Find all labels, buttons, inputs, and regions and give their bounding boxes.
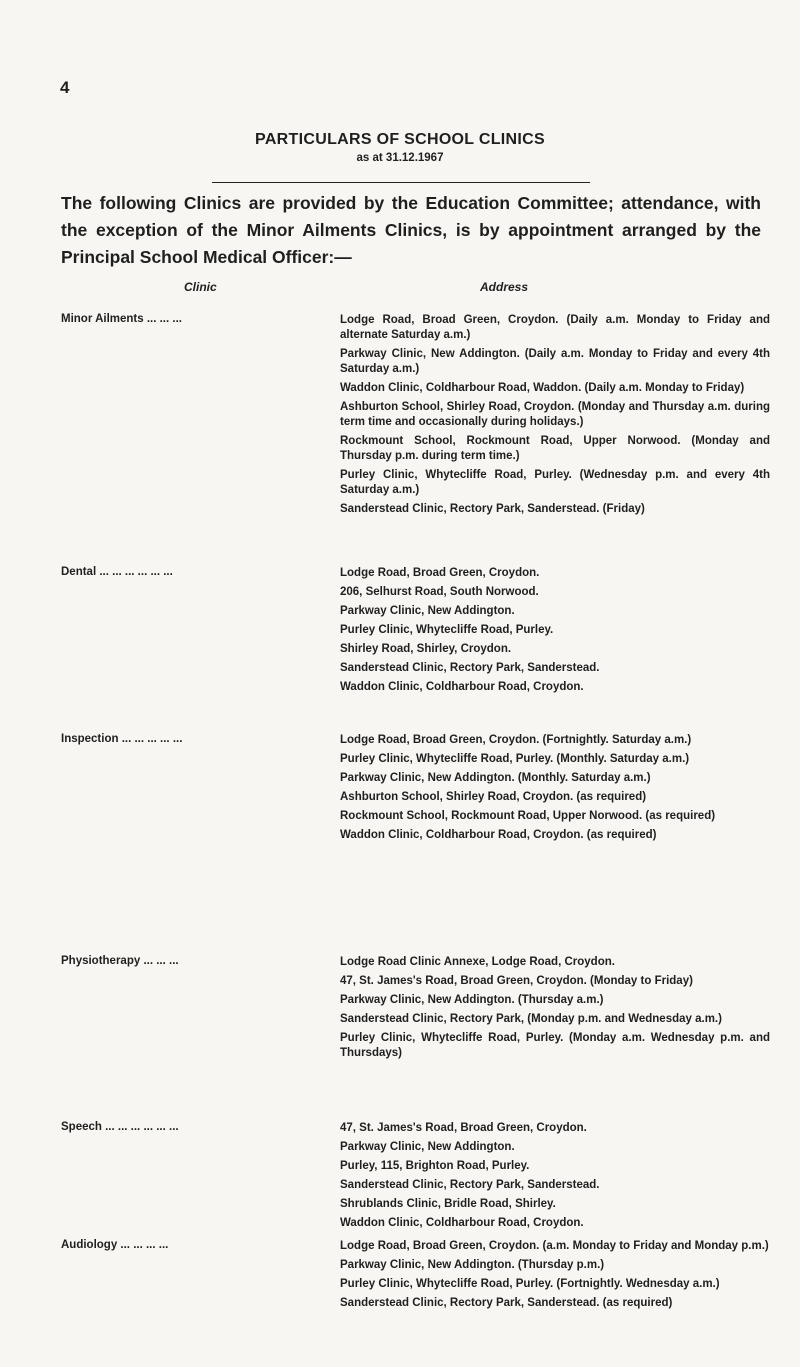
address-entry: Parkway Clinic, New Addington. (Thursday a.m.) (340, 994, 604, 1006)
address-entry: Lodge Road, Broad Green, Croydon. (Fortnightly. Saturday a.m.) (340, 734, 692, 746)
section-label: Inspection ... ... ... ... ... (61, 733, 183, 745)
section-label: Audiology ... ... ... ... (61, 1239, 169, 1251)
address-entry: Waddon Clinic, Coldharbour Road, Croydon. (340, 681, 584, 693)
address-entry: 206, Selhurst Road, South Norwood. (340, 586, 539, 598)
address-entry: Purley Clinic, Whytecliffe Road, Purley. (Monday a.m. Wednesday p.m. and Thursdays) (340, 1032, 770, 1059)
address-entry: Parkway Clinic, New Addington. (340, 605, 515, 617)
address-entry: Sanderstead Clinic, Rectory Park, Sanderstead. (Friday) (340, 503, 645, 515)
address-entry: Purley Clinic, Whytecliffe Road, Purley. (Fortnightly. Wednesday a.m.) (340, 1278, 720, 1290)
address-entry: Shrublands Clinic, Bridle Road, Shirley. (340, 1198, 556, 1210)
address-entry: Ashburton School, Shirley Road, Croydon. (Monday and Thursday a.m. during term time and occasionally during holidays.) (340, 401, 770, 428)
clinic-column-header: Clinic (184, 280, 217, 294)
address-entry: 47, St. James's Road, Broad Green, Croydon. (340, 1122, 587, 1134)
address-list (340, 566, 770, 699)
address-entry: Lodge Road, Broad Green, Croydon. (340, 567, 540, 579)
section-label: Minor Ailments ... ... ... (61, 313, 182, 325)
address-entry: Parkway Clinic, New Addington. (Thursday p.m.) (340, 1259, 605, 1271)
address-entry: Lodge Road, Broad Green, Croydon. (Daily a.m. Monday to Friday and alternate Saturday a.m.) (340, 314, 770, 341)
address-entry: Parkway Clinic, New Addington. (Daily a.m. Monday to Friday and every 4th Saturday a.m.) (340, 348, 770, 375)
address-entry: Purley, 115, Brighton Road, Purley. (340, 1160, 530, 1172)
address-column-header: Address (480, 280, 529, 294)
address-entry: Sanderstead Clinic, Rectory Park, Sanderstead. (340, 662, 600, 674)
address-list (340, 1239, 770, 1315)
address-entry: Sanderstead Clinic, Rectory Park, Sanderstead. (340, 1179, 600, 1191)
address-entry: Parkway Clinic, New Addington. (340, 1141, 515, 1153)
address-entry: Sanderstead Clinic, Rectory Park, (Monday p.m. and Wednesday a.m.) (340, 1013, 722, 1025)
address-list (340, 955, 770, 1065)
address-entry: Waddon Clinic, Coldharbour Road, Croydon. (340, 1217, 584, 1229)
address-entry: Purley Clinic, Whytecliffe Road, Purley. (Wednesday p.m. and every 4th Saturday a.m.) (340, 469, 770, 496)
address-entry: Rockmount School, Rockmount Road, Upper Norwood. (as required) (340, 810, 716, 822)
address-entry: Purley Clinic, Whytecliffe Road, Purley. (340, 624, 554, 636)
address-entry: 47, St. James's Road, Broad Green, Croydon. (Monday to Friday) (340, 975, 693, 987)
address-entry: Waddon Clinic, Coldharbour Road, Croydon. (as required) (340, 829, 657, 841)
title-divider (212, 182, 590, 183)
page-title: PARTICULARS OF SCHOOL CLINICS (255, 131, 545, 148)
page-number: 4 (60, 78, 70, 97)
address-entry: Parkway Clinic, New Addington. (Monthly. Saturday a.m.) (340, 772, 651, 784)
address-entry: Lodge Road Clinic Annexe, Lodge Road, Croydon. (340, 956, 615, 968)
section-label: Dental ... ... ... ... ... ... (61, 566, 173, 578)
address-entry: Waddon Clinic, Coldharbour Road, Waddon. (Daily a.m. Monday to Friday) (340, 382, 745, 394)
address-list (340, 313, 770, 521)
address-entry: Purley Clinic, Whytecliffe Road, Purley. (Monthly. Saturday a.m.) (340, 753, 690, 765)
intro-paragraph: The following Clinics are provided by the Education Committee; attendance, with the exception of the Minor Ailments Clinics, is by appointment arranged by the Principal School Medical Officer:— (61, 193, 761, 267)
address-entry: Lodge Road, Broad Green, Croydon. (a.m. Monday to Friday and Monday p.m.) (340, 1240, 769, 1252)
address-entry: Ashburton School, Shirley Road, Croydon. (as required) (340, 791, 647, 803)
address-entry: Shirley Road, Shirley, Croydon. (340, 643, 512, 655)
address-list (340, 733, 770, 847)
page-subtitle: as at 31.12.1967 (356, 152, 444, 164)
address-list (340, 1121, 770, 1235)
section-label: Speech ... ... ... ... ... ... (61, 1121, 179, 1133)
address-entry: Sanderstead Clinic, Rectory Park, Sanderstead. (as required) (340, 1297, 673, 1309)
address-entry: Rockmount School, Rockmount Road, Upper Norwood. (Monday and Thursday p.m. during term time.) (340, 435, 770, 462)
section-label: Physiotherapy ... ... ... (61, 955, 179, 967)
